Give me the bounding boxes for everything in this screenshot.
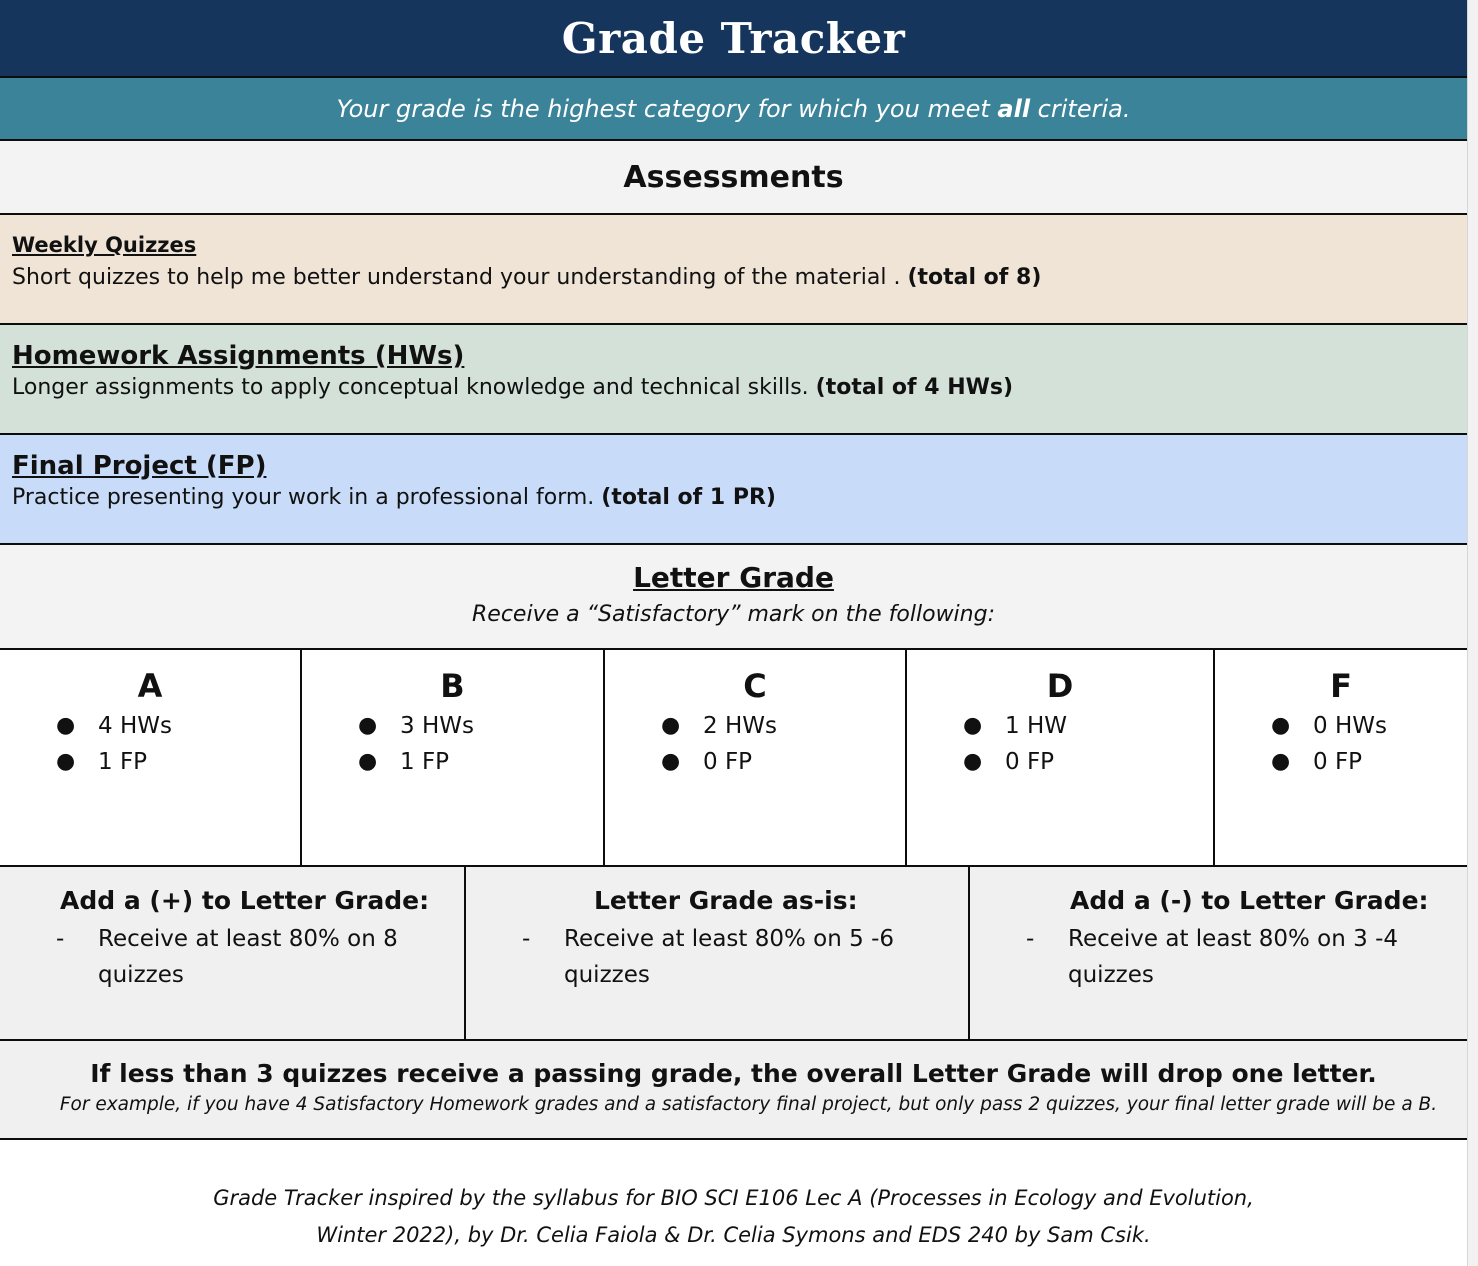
requirement-text: 2 HWs [703, 713, 777, 739]
modifier-heading: Add a (-) to Letter Grade: [1070, 886, 1429, 915]
subtitle-pre: Your grade is the highest category for which you meet [336, 94, 998, 123]
bullet-icon: ● [661, 713, 681, 738]
subtitle-bold: all [997, 94, 1031, 123]
bullet-icon: ● [358, 713, 378, 738]
letter-grade-heading: Letter Grade [633, 561, 834, 594]
bullet-icon: ● [963, 749, 983, 774]
modifier-minus [970, 867, 1467, 1039]
bullet-icon: ● [1271, 749, 1291, 774]
requirement-text: 0 FP [1313, 749, 1363, 775]
grade-letter: C [743, 667, 767, 705]
title-banner [0, 0, 1467, 78]
category-description [12, 375, 1467, 400]
grade-requirements [302, 708, 603, 780]
description-text: Practice presenting your work in a professional form. [12, 485, 602, 510]
list-item [302, 744, 603, 780]
subtitle-text [337, 95, 1131, 123]
grade-requirements [907, 708, 1213, 780]
modifier-item [0, 921, 464, 993]
grade-letter: B [440, 667, 465, 705]
letter-grade-heading-row [0, 545, 1467, 650]
credit-line-2: Winter 2022), by Dr. Celia Faiola & Dr. Celia Symons and EDS 240 by Sam Csik. [316, 1223, 1151, 1247]
description-text: Short quizzes to help me better understand your understanding of the material . [12, 265, 908, 290]
subtitle-banner [0, 78, 1467, 141]
modifier-plus [0, 867, 466, 1039]
requirement-text: 1 FP [400, 749, 450, 775]
grade-columns [0, 650, 1467, 867]
requirement-text: 1 FP [98, 749, 148, 775]
bullet-icon: ● [56, 713, 76, 738]
grade-letter: D [1046, 667, 1074, 705]
list-item [605, 744, 905, 780]
modifier-heading: Add a (+) to Letter Grade: [60, 886, 430, 915]
credit-line-1: Grade Tracker inspired by the syllabus for BIO SCI E106 Lec A (Processes in Ecology and Evolution, [213, 1186, 1254, 1210]
grade-requirements [0, 708, 300, 780]
category-weekly-quizzes [0, 215, 1467, 325]
grade-column-c [605, 650, 907, 865]
bullet-icon: ● [963, 713, 983, 738]
grade-requirements [605, 708, 905, 780]
category-final-project [0, 435, 1467, 545]
requirement-text: 0 HWs [1313, 713, 1387, 739]
requirement-text: 0 FP [703, 749, 753, 775]
modifier-line-2: quizzes [564, 962, 650, 988]
category-total: (total of 1 PR) [601, 485, 776, 510]
list-item [907, 744, 1213, 780]
category-total: (total of 4 HWs) [815, 375, 1014, 400]
category-description [12, 265, 1467, 290]
list-item [302, 708, 603, 744]
bullet-icon: ● [661, 749, 681, 774]
requirement-text: 1 HW [1005, 713, 1067, 739]
modifier-line-2: quizzes [98, 962, 184, 988]
subtitle-post: criteria. [1030, 94, 1131, 123]
assessments-heading: Assessments [623, 159, 844, 195]
requirement-text: 3 HWs [400, 713, 474, 739]
modifier-line-1: Receive at least 80% on 8 [98, 926, 398, 952]
grade-column-a [0, 650, 302, 865]
modifier-as-is [466, 867, 970, 1039]
rule-example: For example, if you have 4 Satisfactory Homework grades and a satisfactory final project, but only pass 2 quizzes, your final letter grade will be a B. [59, 1094, 1438, 1115]
modifier-line-1: Receive at least 80% on 5 -6 [564, 926, 894, 952]
list-item [907, 708, 1213, 744]
grade-letter: A [137, 667, 163, 705]
modifier-heading: Letter Grade as-is: [594, 886, 858, 915]
category-title: Weekly Quizzes [12, 233, 197, 257]
dash-icon: - [1026, 926, 1035, 952]
grade-modifiers [0, 867, 1467, 1041]
dash-icon: - [56, 926, 65, 952]
modifier-item [970, 921, 1467, 993]
category-description [12, 485, 1467, 510]
list-item [0, 708, 300, 744]
list-item [0, 744, 300, 780]
assessments-heading-row [0, 141, 1467, 215]
category-homework [0, 325, 1467, 435]
requirement-text: 0 FP [1005, 749, 1055, 775]
page-title: Grade Tracker [561, 13, 906, 63]
category-total: (total of 8) [907, 265, 1042, 290]
bullet-icon: ● [56, 749, 76, 774]
list-item [1215, 708, 1467, 744]
bullet-icon: ● [1271, 713, 1291, 738]
bullet-icon: ● [358, 749, 378, 774]
list-item [605, 708, 905, 744]
modifier-line-2: quizzes [1068, 962, 1154, 988]
grade-letter: F [1330, 667, 1352, 705]
list-item [1215, 744, 1467, 780]
rule-heading: If less than 3 quizzes receive a passing grade, the overall Letter Grade will drop one letter. [90, 1059, 1377, 1088]
grade-column-d [907, 650, 1215, 865]
description-text: Longer assignments to apply conceptual knowledge and technical skills. [12, 375, 816, 400]
grade-column-b [302, 650, 605, 865]
modifier-item [466, 921, 968, 993]
dash-icon: - [522, 926, 531, 952]
letter-grade-subheading: Receive a “Satisfactory” mark on the following: [472, 602, 995, 627]
quiz-penalty-rule [0, 1041, 1467, 1140]
credit-footer [0, 1140, 1467, 1266]
category-title: Final Project (FP) [12, 451, 267, 481]
scrollbar-track[interactable] [1467, 0, 1478, 1266]
grade-requirements [1215, 708, 1467, 780]
modifier-line-1: Receive at least 80% on 3 -4 [1068, 926, 1398, 952]
requirement-text: 4 HWs [98, 713, 172, 739]
grade-column-f [1215, 650, 1467, 865]
category-title: Homework Assignments (HWs) [12, 341, 465, 371]
